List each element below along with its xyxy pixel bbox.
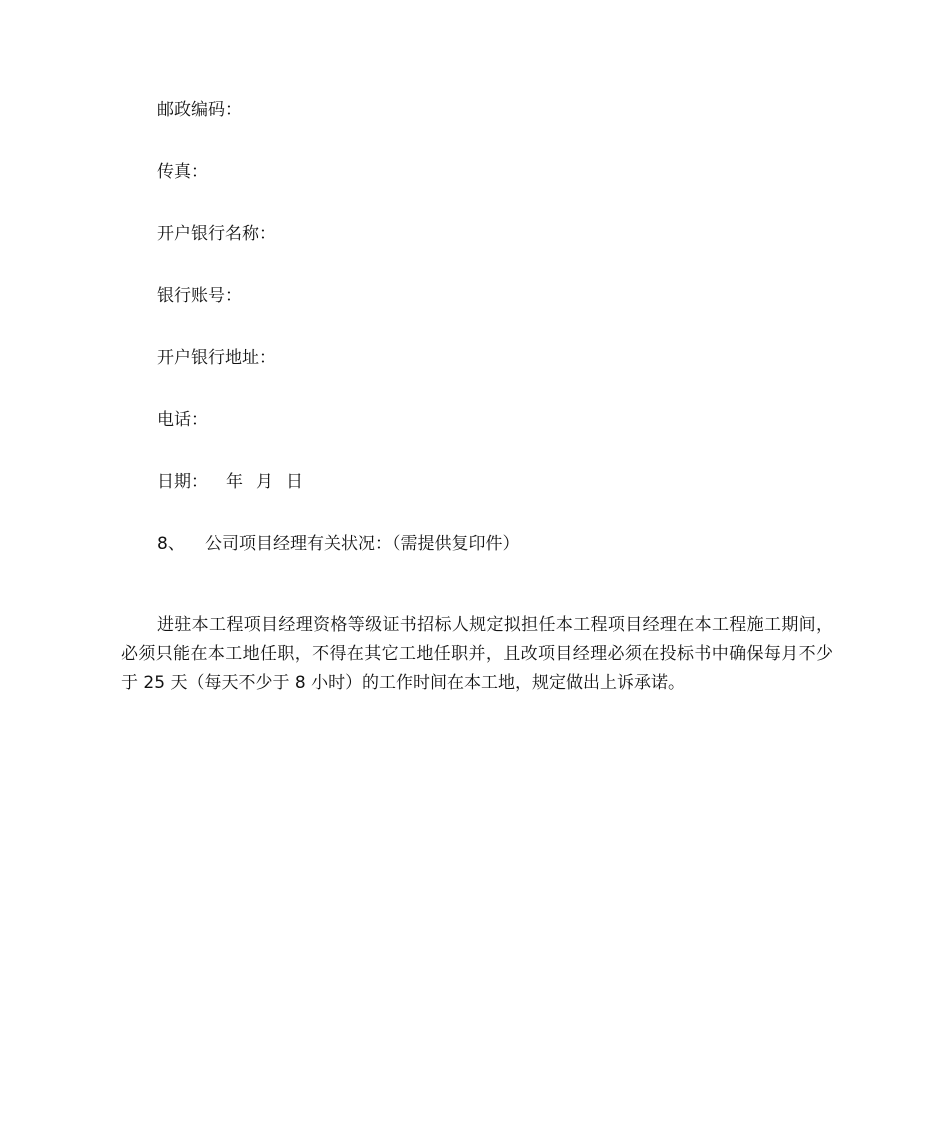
bank-name-label: 开户银行名称： xyxy=(157,224,276,244)
section-8-heading xyxy=(157,532,520,556)
date-year: 年 xyxy=(226,472,243,492)
bank-address-label: 开户银行地址： xyxy=(157,348,276,368)
project-manager-requirement-paragraph: 进驻本工程项目经理资格等级证书招标人规定拟担任本工程项目经理在本工程施工期间，必须只能在本工地任职，不得在其它工地任职并，且改项目经理必须在投标书中确保每月不少于 25 天（每天不少于 8 小时）的工作时间在本工地，规定做出上诉承诺。 xyxy=(121,615,833,693)
phone-label: 电话： xyxy=(157,410,208,430)
section-8-number: 8、 xyxy=(157,534,185,554)
date-label: 日期： xyxy=(157,472,208,492)
date-line xyxy=(157,470,303,494)
date-day: 日 xyxy=(286,472,303,492)
section-8-title: 公司项目经理有关状况：（需提供复印件） xyxy=(205,534,520,554)
postal-code-label: 邮政编码： xyxy=(157,100,242,120)
bank-account-label: 银行账号： xyxy=(157,286,242,306)
fax-label: 传真： xyxy=(157,162,208,182)
date-month: 月 xyxy=(256,472,273,492)
